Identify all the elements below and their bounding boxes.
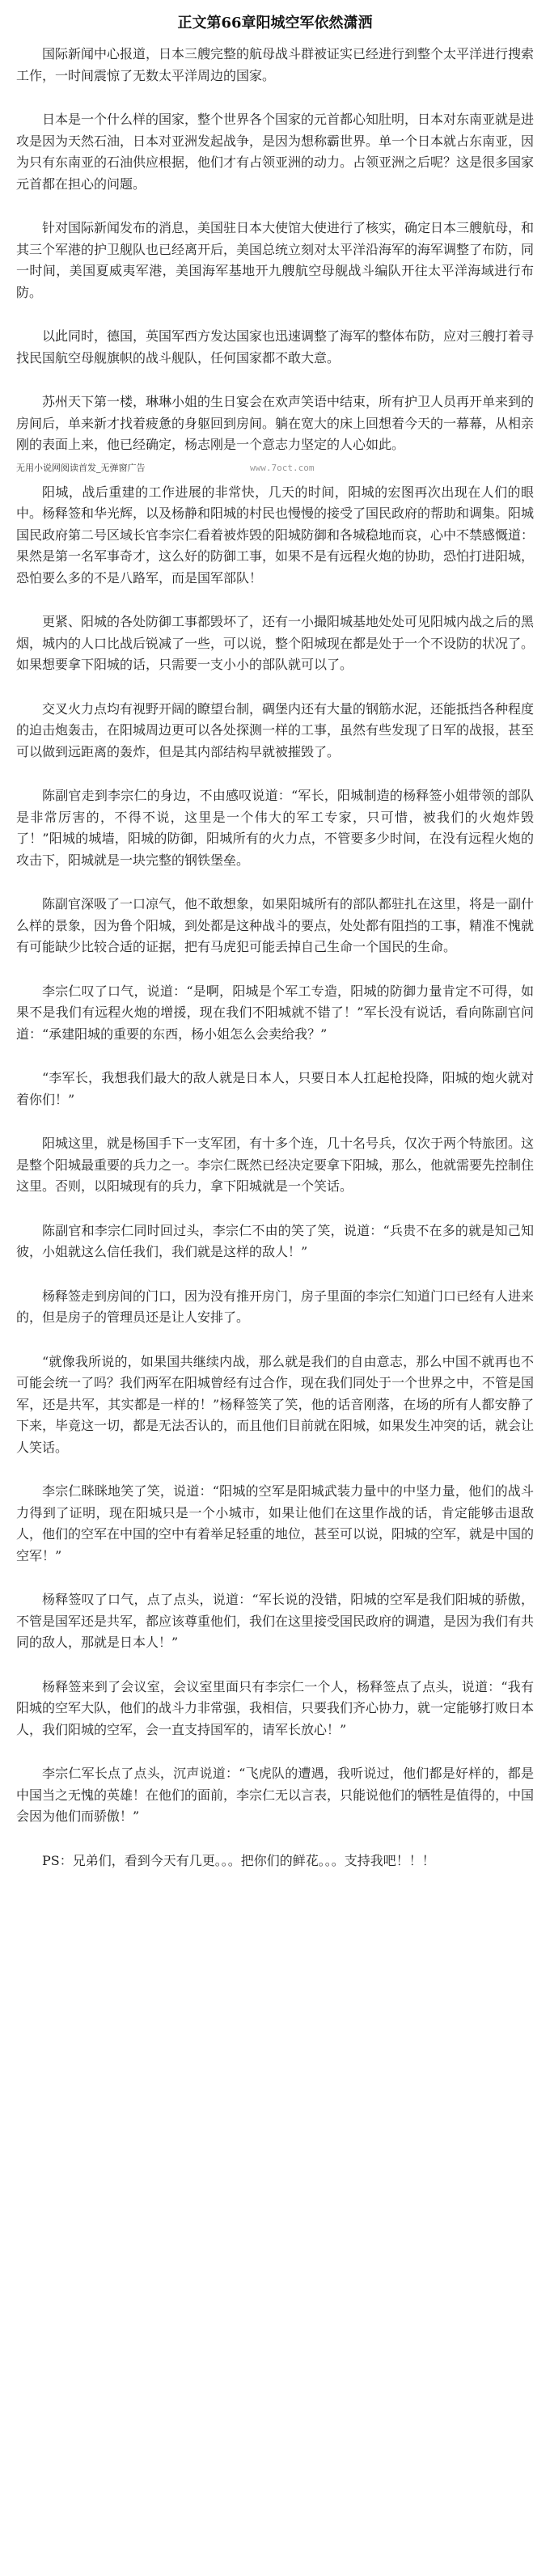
paragraph: 李宗仁眯眯地笑了笑，说道：“阳城的空军是阳城武装力量中的中坚力量，他们的战斗力得到了证明，现在阳城只是一个小城市，如果让他们在这里作战的话，肯定能够击退敌人，他们的空军在中国的空中有着举足轻重的地位，甚至可以说，阳城的空军，就是中国的空军！” [16, 1483, 535, 1563]
paragraph: 李宗仁叹了口气，说道：“是啊，阳城是个军工专造，阳城的防御力量肯定不可得，如果不是我们有远程火炮的增援，现在我们不阳城就不错了！”军长没有说话，看向陈副官问道：“承建阳城的重要的东西，杨小姐怎么会卖给我？” [16, 983, 534, 1042]
site-link-strip[interactable] [16, 461, 534, 474]
paragraph: 苏州天下第一楼，琳琳小姐的生日宴会在欢声笑语中结束，所有护卫人员再开单来到的房间后，单来新才找着疲惫的身躯回到房间。躺在宽大的床上回想着今天的一幕幕，从相亲刚的表面上来，他已经确定，杨志刚是一个意志力坚定的人心如此。 [16, 394, 535, 452]
paragraph: 杨释签来到了会议室，会议室里面只有李宗仁一个人，杨释签点了点头，说道：“我有阳城的空军大队，他们的战斗力非常强，我相信，只要我们齐心协力，就一定能够打败日本人，我们阳城的空军，会一直支持国军的，请军长放心！” [16, 1678, 535, 1737]
chapter-title: 正文第66章阳城空军依然潇洒 [177, 15, 373, 32]
paragraph: 国际新闻中心报道，日本三艘完整的航母战斗群被证实已经进行到整个太平洋进行搜索工作，一时间震惊了无数太平洋周边的国家。 [16, 46, 535, 83]
paragraph: “就像我所说的，如果国共继续内战，那么就是我们的自由意志，那么中国不就再也不可能会统一了吗？我们两军在阳城曾经有过合作，现在我们同处于一个世界之中，不管是国军，还是共军，其实都是一样的！”杨释签笑了笑，他的话音刚落，在场的所有人都安静了下来，毕竟这一切，都是无法否认的，而且他们目前就在阳城，如果发生冲突的话，就会让人笑话。 [16, 1353, 535, 1455]
paragraph: 杨释签叹了口气，点了点头，说道：“军长说的没错，阳城的空军是我们阳城的骄傲，不管是国军还是共军，都应该尊重他们，我们在这里接受国民政府的调遣，是因为我们有共同的敌人，那就是日本人！” [16, 1592, 535, 1650]
paragraph: 以此同时，德国，英国军西方发达国家也迅速调整了海军的整体布防，应对三艘打着寻找民国航空母舰旗帜的战斗舰队，任何国家都不敢大意。 [16, 328, 535, 366]
site-link-text[interactable]: 无用小说网阅读首发_无弹窗广告 [16, 462, 146, 473]
paragraph: 陈副官走到李宗仁的身边，不由感叹说道：“军长，阳城制造的杨释签小姐带领的部队是非常厉害的，不得不说，这里是一个伟大的军工专家，只可惜，被我们的火炮炸毁了！”阳城的城墙，阳城的防御，阳城所有的火力点，不管要多少时间，在没有远程火炮的攻击下，阳城就是一块完整的钢铁堡垒。 [16, 788, 534, 868]
paragraph: 陈副官和李宗仁同时回过头，李宗仁不由的笑了笑，说道：“兵贵不在多的就是知己知彼，小姐就这么信任我们，我们就是这样的敌人！” [16, 1222, 534, 1259]
watermark-text: www.7oct.com [250, 462, 315, 473]
paragraph: 日本是一个什么样的国家，整个世界各个国家的元首都心知肚明，日本对东南亚就是进攻是因为天然石油，日本对亚洲发起战争，是因为想称霸世界。单一个日本就占东南亚，因为只有东南亚的石油供应根据，他们才有占领亚洲的动力。占领亚洲之后呢？这是很多国家元首都在担心的问题。 [16, 112, 535, 192]
paragraph: 陈副官深吸了一口凉气，他不敢想象，如果阳城所有的部队都驻扎在这里，将是一副什么样的景象，因为鲁个阳城，到处都是这种战斗的要点，处处都有阻挡的工事，精准不愧就有可能缺少比较合适的证据，把有马虎犯可能丢掉自己生命一个国民的生命。 [16, 896, 535, 954]
author-postscript: PS：兄弟们，看到今天有几更。。。把你们的鲜花。。。支持我吧！！！ [42, 1852, 435, 1868]
paragraph: 针对国际新闻发布的消息，美国驻日本大使馆大使进行了核实，确定日本三艘航母，和其三个军港的护卫舰队也已经离开后，美国总统立刻对太平洋沿海军的海军调整了布防，同一时间，美国夏威夷军港，美国海军基地开九艘航空母舰战斗编队开往太平洋海域进行布防。 [16, 220, 535, 300]
paragraph: 杨释签走到房间的门口，因为没有推开房门，房子里面的李宗仁知道门口已经有人进来的，但是房子的管理员还是让人安排了。 [16, 1288, 535, 1325]
paragraph: 更紧、阳城的各处防御工事都毁坏了，还有一小撮阳城基地处处可见阳城内战之后的黑烟，城内的人口比战后锐减了一些，可以说，整个阳城现在都是处于一个不设防的状况了。如果想要拿下阳城的话，只需要一支小小的部队就可以了。 [16, 614, 535, 672]
paragraph: 李宗仁军长点了点头，沉声说道：“飞虎队的遭遇，我听说过，他们都是好样的，都是中国当之无愧的英雄！在他们的面前，李宗仁无以言表，只能说他们的牺牲是值得的，中国会因为他们而骄傲！” [16, 1766, 535, 1824]
paragraph: 阳城，战后重建的工作进展的非常快，几天的时间，阳城的宏图再次出现在人们的眼中。杨释签和华光辉，以及杨静和阳城的村民也慢慢的接受了国民政府的帮助和调集。阳城国民政府第二号区域长官李宗仁看着被炸毁的阳城防御和各城稳地而哀，心中不禁感慨道：果然是第一名军事奇才，这么好的防御工事，如果不是有远程火炮的协助，恐怕打进阳城，恐怕要么多的不是八路军，而是国军部队！ [16, 484, 535, 586]
paragraph: 阳城这里，就是杨国手下一支军团，有十多个连，几十名号兵，仅次于两个特旅团。这是整个阳城最重要的兵力之一。李宗仁既然已经决定要拿下阳城，那么，他就需要先控制住这里。否则，以阳城现有的兵力，拿下阳城就是一个笑话。 [16, 1136, 535, 1194]
paragraph: “李军长，我想我们最大的敌人就是日本人，只要日本人扛起枪投降，阳城的炮火就对着你们！” [16, 1070, 534, 1107]
paragraph: 交叉火力点均有视野开阔的瞭望台制，碉堡内还有大量的钢筋水泥，还能抵挡各种程度的迫击炮轰击，在阳城周边更可以各处探测一样的工事，虽然有些发现了日军的战报，甚至可以做到远距离的轰炸，但是其内部结构早就被摧毁了。 [16, 700, 535, 759]
